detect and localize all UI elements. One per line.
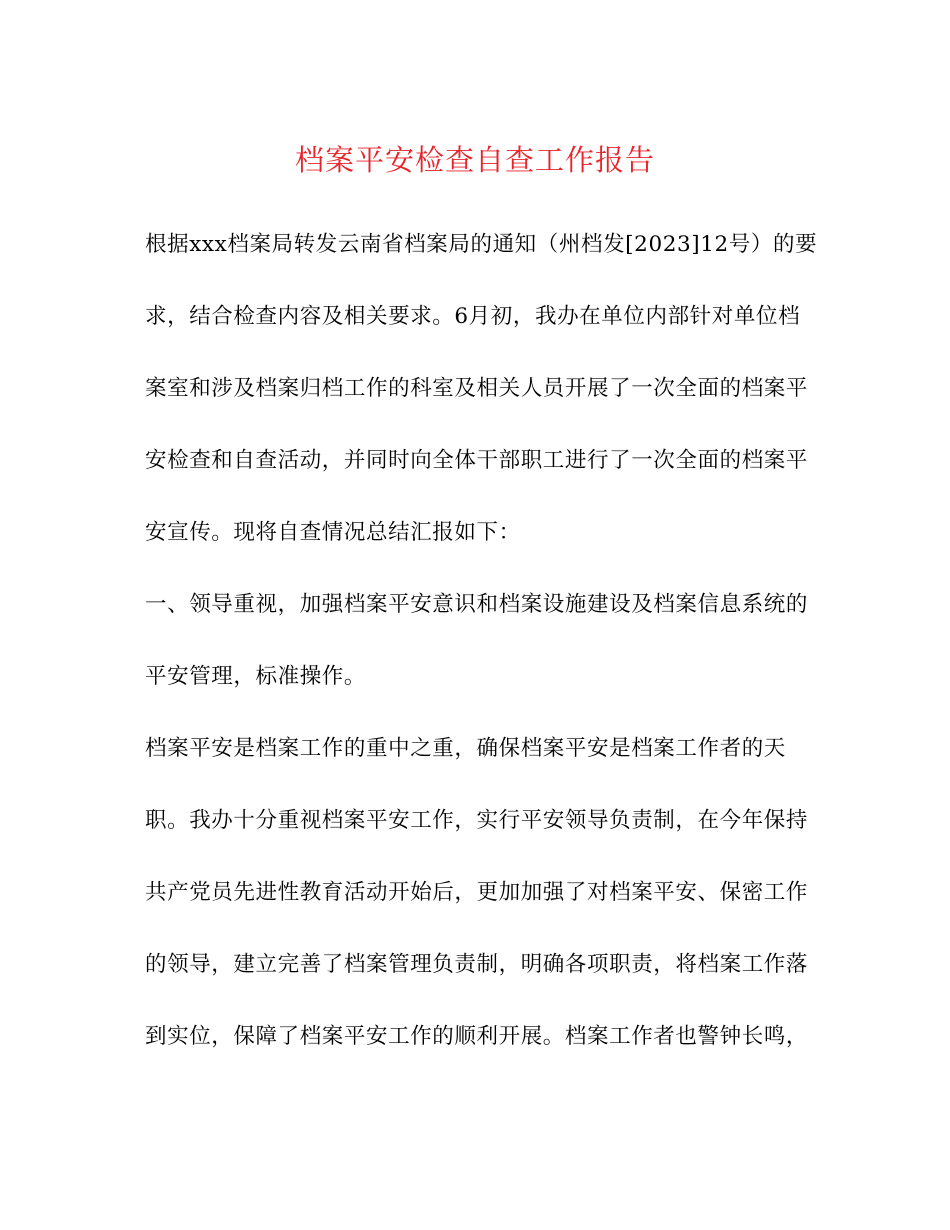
body-line: 共产党员先进性教育活动开始后，更加加强了对档案平安、保密工作 bbox=[145, 880, 809, 905]
document-title: 档案平安检查自查工作报告 bbox=[294, 143, 655, 177]
section-heading-line: 平安管理，标准操作。 bbox=[145, 664, 367, 689]
body-line: 职。我办十分重视档案平安工作，实行平安领导负责制，在今年保持 bbox=[145, 808, 809, 833]
body-line: 档案平安是档案工作的重中之重，确保档案平安是档案工作者的天 bbox=[145, 736, 786, 761]
body-line: 根据xxx档案局转发云南省档案局的通知（州档发[2023]12号）的要 bbox=[145, 232, 818, 257]
section-heading-line: 一、领导重视，加强档案平安意识和档案设施建设及档案信息系统的 bbox=[145, 592, 809, 617]
body-line: 案室和涉及档案归档工作的科室及相关人员开展了一次全面的档案平 bbox=[145, 376, 809, 401]
body-line: 安宣传。现将自查情况总结汇报如下： bbox=[145, 520, 521, 545]
body-line: 的领导，建立完善了档案管理负责制，明确各项职责，将档案工作落 bbox=[145, 952, 809, 977]
body-line: 到实位，保障了档案平安工作的顺利开展。档案工作者也警钟长鸣， bbox=[145, 1024, 809, 1049]
body-line: 安检查和自查活动，并同时向全体干部职工进行了一次全面的档案平 bbox=[145, 448, 809, 473]
body-line: 求，结合检查内容及相关要求。6月初，我办在单位内部针对单位档 bbox=[145, 304, 801, 329]
